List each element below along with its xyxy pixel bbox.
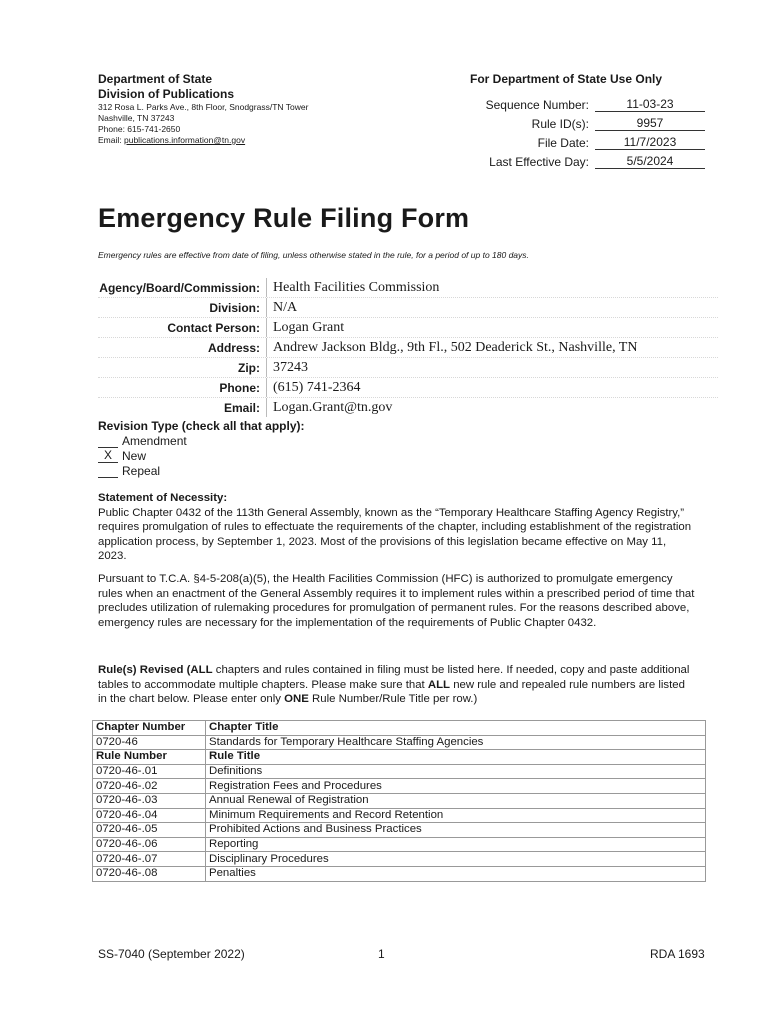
revision-option-label: Amendment <box>122 434 187 448</box>
zip-row <box>98 358 718 378</box>
instruction-text: new rule and repealed rule numbers are listed in the chart below. Please enter only <box>98 678 685 706</box>
agency-value: Health Facilities Commission <box>266 278 718 297</box>
rule-number-cell: 0720-46-.08 <box>93 866 206 881</box>
emphasis-one: ONE <box>284 693 309 706</box>
contact-row <box>98 318 718 338</box>
rule-title-cell: Prohibited Actions and Business Practices <box>206 823 706 838</box>
address-value: Andrew Jackson Bldg., 9th Fl., 502 Deaderick St., Nashville, TN <box>266 338 718 357</box>
publisher-address: 312 Rosa L. Parks Ave., 8th Floor, Snodgrass/TN Tower <box>98 102 309 112</box>
rules-revised-heading: Rule(s) Revised ( <box>98 664 191 676</box>
rule-number-cell: 0720-46-.07 <box>93 852 206 867</box>
state-use-title: For Department of State Use Only <box>470 72 663 86</box>
contact-value: Logan Grant <box>266 318 718 337</box>
publisher-phone: Phone: 615-741-2650 <box>98 124 181 134</box>
division-label: Division: <box>209 300 260 315</box>
sequence-number-value: 11-03-23 <box>595 97 705 112</box>
footer-form-id: SS-7040 (September 2022) <box>98 947 245 961</box>
revision-option-repeal[interactable] <box>98 464 698 479</box>
table-row <box>93 779 706 794</box>
rule-title-cell: Reporting <box>206 837 706 852</box>
meta-label: File Date: <box>537 136 589 150</box>
rule-id-row <box>470 112 720 131</box>
table-row <box>93 793 706 808</box>
statement-paragraph-2: Pursuant to T.C.A. §4-5-208(a)(5), the Health Facilities Commission (HFC) is authorized to promulgate emergency rules when an enactment of the General Assembly requires it to implement rules within a prescribed period of time that precludes utilization of rulemaking procedures for promulgation of permanent rules. For the reasons described above, emergency rules are necessary for the implementation of the requirements of Public Chapter 0432. <box>98 572 695 629</box>
contact-label: Contact Person: <box>167 320 260 335</box>
chapter-title-cell: Standards for Temporary Healthcare Staffing Agencies <box>206 735 706 750</box>
rule-number-cell: 0720-46-.01 <box>93 764 206 779</box>
last-effective-day-value: 5/5/2024 <box>595 154 705 169</box>
table-row <box>93 721 706 736</box>
division-name: Division of Publications <box>98 87 235 101</box>
chapter-title-header: Chapter Title <box>206 721 706 736</box>
rule-number-cell: 0720-46-.06 <box>93 837 206 852</box>
meta-label: Rule ID(s): <box>531 117 589 131</box>
agency-label: Agency/Board/Commission: <box>99 280 260 295</box>
revision-type <box>98 419 698 479</box>
rule-number-cell: 0720-46-.04 <box>93 808 206 823</box>
phone-value: (615) 741-2364 <box>266 378 718 397</box>
revision-option-amendment[interactable] <box>98 434 698 449</box>
sequence-number-row <box>470 93 720 112</box>
chapter-number-header: Chapter Number <box>93 721 206 736</box>
phone-row <box>98 378 718 398</box>
revision-option-label: Repeal <box>122 464 161 478</box>
phone-label: Phone: <box>219 380 260 395</box>
rule-title-cell: Disciplinary Procedures <box>206 852 706 867</box>
last-effective-day-row <box>470 150 720 169</box>
chapter-number-cell: 0720-46 <box>93 735 206 750</box>
rule-id-value: 9957 <box>595 116 705 131</box>
rule-title-cell: Penalties <box>206 866 706 881</box>
new-checkbox[interactable]: X <box>98 449 118 463</box>
rule-title-header: Rule Title <box>206 750 706 765</box>
instruction-text: chapters and rules contained in filing must be listed here. If needed, copy and paste additional tables to accommodate multiple chapters. Please make sure that <box>98 664 690 691</box>
agency-info <box>98 278 718 417</box>
table-row <box>93 837 706 852</box>
rule-title-cell: Definitions <box>206 764 706 779</box>
footer-rda: RDA 1693 <box>650 947 705 961</box>
address-label: Address: <box>207 340 260 355</box>
table-row <box>93 764 706 779</box>
amendment-checkbox[interactable] <box>98 434 118 448</box>
form-subtitle: Emergency rules are effective from date of filing, unless otherwise stated in the rule, for a period of up to 180 days. <box>98 250 529 260</box>
table-row <box>93 735 706 750</box>
division-row <box>98 298 718 318</box>
revision-option-new[interactable] <box>98 449 698 464</box>
statement-of-necessity <box>98 491 696 638</box>
revision-title: Revision Type (check all that apply): <box>98 419 305 433</box>
zip-label: Zip: <box>238 360 260 375</box>
file-date-row <box>470 131 720 150</box>
email-value: Logan.Grant@tn.gov <box>266 398 718 417</box>
table-row <box>93 808 706 823</box>
rules-revised-instructions <box>98 663 696 707</box>
table-row <box>93 750 706 765</box>
publisher-email-label: Email: <box>98 135 122 145</box>
footer-page-number: 1 <box>378 947 385 961</box>
rule-number-cell: 0720-46-.05 <box>93 823 206 838</box>
publisher-email-link[interactable]: publications.information@tn.gov <box>124 135 246 145</box>
revision-option-label: New <box>122 449 147 463</box>
table-row <box>93 823 706 838</box>
address-row <box>98 338 718 358</box>
publisher-block <box>98 72 398 146</box>
email-label: Email: <box>223 400 260 415</box>
agency-row <box>98 278 718 298</box>
rule-title-cell: Annual Renewal of Registration <box>206 793 706 808</box>
repeal-checkbox[interactable] <box>98 464 118 478</box>
statement-paragraph-1: Public Chapter 0432 of the 113th General Assembly, known as the “Temporary Healthcare Staffing Agency Registry,” requires promulgation of rules to effectuate the requirements of the chapter, including establishment of the registration application process, by September 1, 2023. Most of the provisions of this legislation became effective on May 11, 2023. <box>98 506 692 563</box>
meta-label: Last Effective Day: <box>489 155 589 169</box>
publisher-city: Nashville, TN 37243 <box>98 113 175 123</box>
rules-table <box>92 720 706 882</box>
file-date-value: 11/7/2023 <box>595 135 705 150</box>
department-name: Department of State <box>98 72 213 86</box>
statement-title: Statement of Necessity: <box>98 492 228 504</box>
rule-number-header: Rule Number <box>93 750 206 765</box>
table-row <box>93 866 706 881</box>
instruction-text: Rule Number/Rule Title per row.) <box>308 693 478 706</box>
division-value: N/A <box>266 298 718 317</box>
rule-title-cell: Registration Fees and Procedures <box>206 779 706 794</box>
email-row <box>98 398 718 417</box>
table-row <box>93 852 706 867</box>
emphasis-all: ALL <box>190 664 213 676</box>
meta-label: Sequence Number: <box>485 98 589 112</box>
form-title: Emergency Rule Filing Form <box>98 203 470 233</box>
rule-number-cell: 0720-46-.03 <box>93 793 206 808</box>
rule-title-cell: Minimum Requirements and Record Retention <box>206 808 706 823</box>
zip-value: 37243 <box>266 358 718 377</box>
publisher-email-line <box>98 135 398 146</box>
rule-number-cell: 0720-46-.02 <box>93 779 206 794</box>
emphasis-all: ALL <box>427 678 451 691</box>
state-use-block <box>470 72 720 169</box>
